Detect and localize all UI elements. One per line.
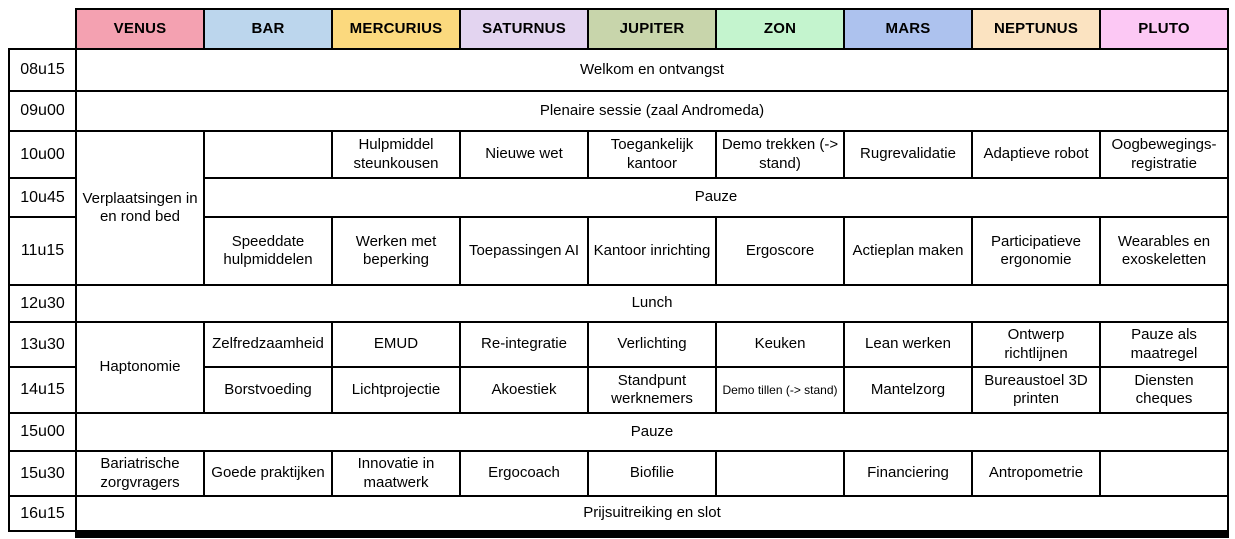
time-label: 15u00 xyxy=(9,413,76,451)
session-cell: Haptonomie xyxy=(76,322,204,413)
session-cell: Toegankelijk kantoor xyxy=(588,131,716,178)
time-label: 14u15 xyxy=(9,367,76,413)
full-width-session-cell: Welkom en ontvangst xyxy=(76,49,1228,91)
session-cell: Kantoor inrichting xyxy=(588,217,716,285)
table-row xyxy=(9,91,1228,131)
full-width-session-cell: Pauze xyxy=(204,178,1228,217)
table-row xyxy=(9,49,1228,91)
session-cell: Toepassingen AI xyxy=(460,217,588,285)
session-cell: Werken met beperking xyxy=(332,217,460,285)
session-cell: Oogbewegings-registratie xyxy=(1100,131,1228,178)
table-row xyxy=(9,322,1228,367)
table-bottom-bar xyxy=(76,531,1228,537)
schedule-body xyxy=(9,49,1228,531)
schedule-header xyxy=(9,9,1228,49)
full-width-session-cell: Pauze xyxy=(76,413,1228,451)
session-cell: Demo tillen (-> stand) xyxy=(716,367,844,413)
column-header-pluto: PLUTO xyxy=(1100,9,1228,49)
column-header-zon: ZON xyxy=(716,9,844,49)
session-cell: Biofilie xyxy=(588,451,716,496)
session-cell: Ontwerp richtlijnen xyxy=(972,322,1100,367)
session-cell: Demo trekken (-> stand) xyxy=(716,131,844,178)
time-label: 09u00 xyxy=(9,91,76,131)
bottom-bar-spacer xyxy=(9,531,76,537)
session-cell: Lichtprojectie xyxy=(332,367,460,413)
time-label: 08u15 xyxy=(9,49,76,91)
session-cell: EMUD xyxy=(332,322,460,367)
table-row xyxy=(9,131,1228,178)
session-cell: Antropometrie xyxy=(972,451,1100,496)
time-label: 16u15 xyxy=(9,496,76,531)
session-cell: Actieplan maken xyxy=(844,217,972,285)
time-label: 10u45 xyxy=(9,178,76,217)
session-cell-empty xyxy=(716,451,844,496)
session-cell: Keuken xyxy=(716,322,844,367)
session-cell: Akoestiek xyxy=(460,367,588,413)
column-header-saturnus: SATURNUS xyxy=(460,9,588,49)
session-cell: Nieuwe wet xyxy=(460,131,588,178)
session-cell: Diensten cheques xyxy=(1100,367,1228,413)
full-width-session-cell: Prijsuitreiking en slot xyxy=(76,496,1228,531)
column-header-neptunus: NEPTUNUS xyxy=(972,9,1100,49)
session-cell: Lean werken xyxy=(844,322,972,367)
session-cell: Standpunt werknemers xyxy=(588,367,716,413)
session-cell: Speeddate hulpmiddelen xyxy=(204,217,332,285)
session-cell: Wearables en exoskeletten xyxy=(1100,217,1228,285)
bottom-bar-row xyxy=(9,531,1228,537)
session-cell: Re-integratie xyxy=(460,322,588,367)
time-label: 10u00 xyxy=(9,131,76,178)
time-label: 11u15 xyxy=(9,217,76,285)
schedule-footer xyxy=(9,531,1228,537)
session-cell: Bureaustoel 3D printen xyxy=(972,367,1100,413)
column-header-jupiter: JUPITER xyxy=(588,9,716,49)
session-cell: Verlichting xyxy=(588,322,716,367)
session-cell: Pauze als maatregel xyxy=(1100,322,1228,367)
session-cell: Participatieve ergonomie xyxy=(972,217,1100,285)
column-header-bar: BAR xyxy=(204,9,332,49)
time-label: 13u30 xyxy=(9,322,76,367)
time-label: 15u30 xyxy=(9,451,76,496)
full-width-session-cell: Plenaire sessie (zaal Andromeda) xyxy=(76,91,1228,131)
session-cell: Goede praktijken xyxy=(204,451,332,496)
table-row xyxy=(9,413,1228,451)
full-width-session-cell: Lunch xyxy=(76,285,1228,322)
column-header-mercurius: MERCURIUS xyxy=(332,9,460,49)
column-header-mars: MARS xyxy=(844,9,972,49)
session-cell: Ergocoach xyxy=(460,451,588,496)
session-cell: Bariatrische zorgvragers xyxy=(76,451,204,496)
session-cell: Innovatie in maatwerk xyxy=(332,451,460,496)
session-cell: Verplaatsingen in en rond bed xyxy=(76,131,204,285)
header-row xyxy=(9,9,1228,49)
table-row xyxy=(9,451,1228,496)
session-cell: Zelfredzaamheid xyxy=(204,322,332,367)
session-cell: Financiering xyxy=(844,451,972,496)
session-cell: Mantelzorg xyxy=(844,367,972,413)
schedule-table xyxy=(8,8,1229,538)
session-cell: Rugrevalidatie xyxy=(844,131,972,178)
time-label: 12u30 xyxy=(9,285,76,322)
session-cell-empty xyxy=(1100,451,1228,496)
corner-spacer xyxy=(9,9,76,49)
session-cell-empty xyxy=(204,131,332,178)
column-header-venus: VENUS xyxy=(76,9,204,49)
session-cell: Adaptieve robot xyxy=(972,131,1100,178)
table-row xyxy=(9,285,1228,322)
table-row xyxy=(9,496,1228,531)
session-cell: Ergoscore xyxy=(716,217,844,285)
session-cell: Borstvoeding xyxy=(204,367,332,413)
session-cell: Hulpmiddel steunkousen xyxy=(332,131,460,178)
